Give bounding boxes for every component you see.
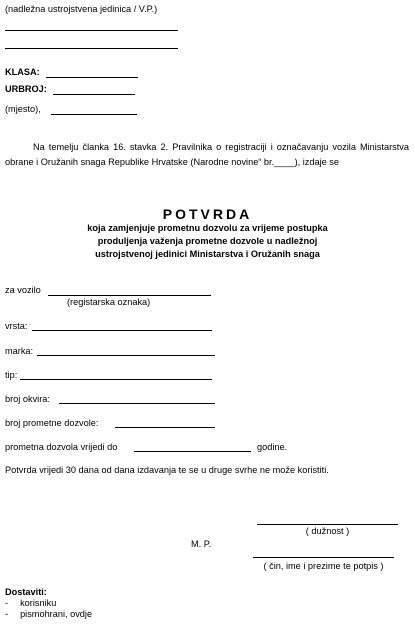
place-date-field[interactable]: [51, 114, 137, 115]
marka-label: marka:: [5, 346, 34, 356]
seal-label: M. P.: [191, 539, 212, 549]
document-title: POTVRDA: [162, 206, 253, 222]
duty-hint: ( dužnost ): [305, 526, 350, 536]
urbroj-label: URBROJ:: [5, 84, 47, 94]
delivery-item-pismohrani: pismohrani, ovdje: [20, 609, 93, 619]
delivery-bullet: -: [5, 609, 9, 619]
subtitle-line-1: koja zamjenjuje prometnu dozvolu za vrijeme postupka: [87, 223, 328, 233]
delivery-bullet: -: [5, 598, 9, 608]
issuing-unit-label: (nadležna ustrojstvena jedinica / V.P.): [5, 4, 158, 14]
vozilo-label: za vozilo: [5, 285, 41, 295]
intro-text: Na temelju članka 16. stavka 2. Pravilnika o registraciji i označavanju vozila Ministarstva obrane i Oružanih snaga Republike Hrvatske (Narodne novine“ br.____), izdaje se: [5, 142, 409, 167]
delivery-item-korisniku: korisniku: [20, 598, 57, 608]
place-label: (mjesto),: [5, 104, 41, 114]
okvir-field[interactable]: [59, 403, 215, 404]
name-hint: ( čin, ime i prezime te potpis ): [263, 561, 384, 571]
issuing-unit-line-1[interactable]: [5, 30, 178, 31]
tip-field[interactable]: [20, 379, 212, 380]
valid-until-field[interactable]: [134, 451, 251, 452]
tip-label: tip:: [5, 370, 18, 380]
validity-note: Potvrda vrijedi 30 dana od dana izdavanja te se u druge svrhe ne može koristiti.: [5, 465, 329, 475]
klasa-label: KLASA:: [5, 67, 40, 77]
delivery-item: [5, 609, 92, 619]
delivery-label: Dostaviti:: [5, 587, 47, 597]
valid-until-label: prometna dozvola vrijedi do: [5, 442, 118, 452]
urbroj-field[interactable]: [53, 94, 135, 95]
subtitle-line-3: ustrojstvenoj jedinici Ministarstva i Oružanih snaga: [95, 249, 320, 259]
dozvola-field[interactable]: [115, 427, 215, 428]
duty-signature-line[interactable]: [257, 524, 398, 525]
intro-paragraph: [5, 140, 409, 169]
dozvola-label: broj prometne dozvole:: [5, 418, 99, 428]
vozilo-field[interactable]: [48, 295, 211, 296]
okvir-label: broj okvira:: [5, 394, 50, 404]
subtitle-line-2: produljenja važenja prometne dozvole u nadležnoj: [97, 236, 318, 246]
valid-until-suffix: godine.: [257, 442, 288, 452]
issuing-unit-line-2[interactable]: [5, 48, 178, 49]
marka-field[interactable]: [37, 355, 215, 356]
name-signature-line[interactable]: [253, 557, 394, 558]
vrsta-field[interactable]: [32, 330, 212, 331]
vozilo-hint: (registarska oznaka): [67, 297, 151, 307]
delivery-item: [5, 598, 56, 608]
vrsta-label: vrsta:: [5, 321, 28, 331]
klasa-field[interactable]: [46, 77, 138, 78]
